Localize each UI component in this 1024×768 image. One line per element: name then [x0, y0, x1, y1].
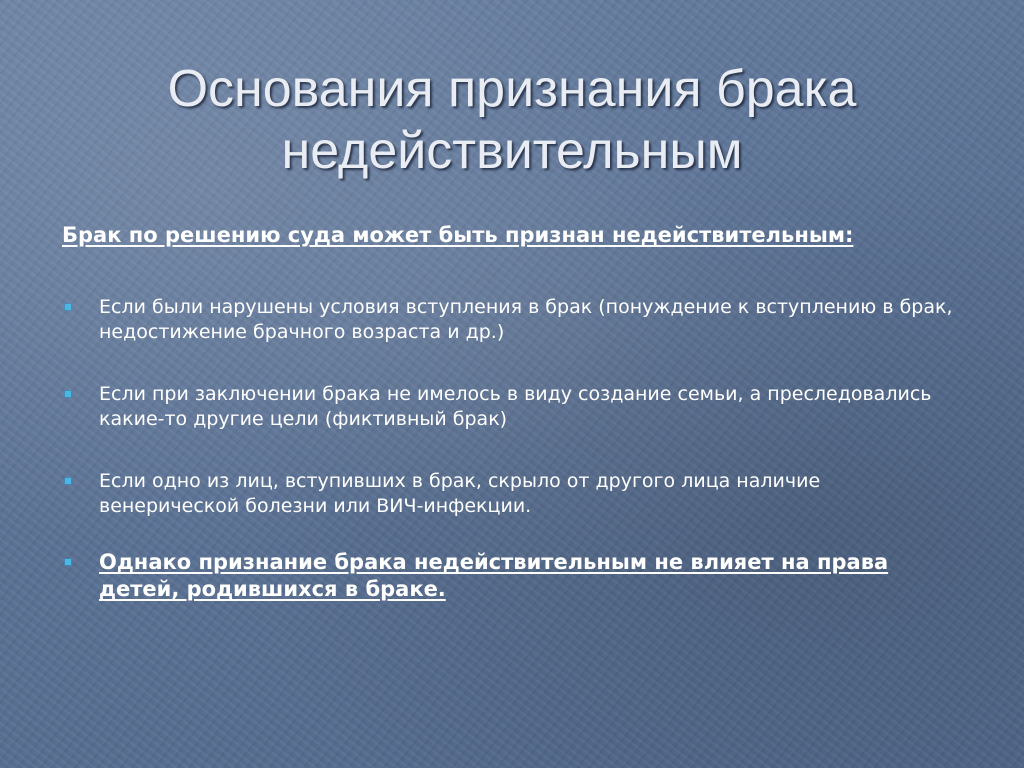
square-bullet-icon [65, 304, 71, 310]
bullet-text-conclusion: Однако признание брака недействительным не влияет на права детей, родившихся в браке. [99, 550, 889, 601]
slide-body [62, 222, 962, 603]
bullet-text-3: Если одно из лиц, вступивших в брак, скрыло от другого лица наличие венерической болезни или ВИЧ-инфекции. [99, 470, 821, 517]
square-bullet-icon [65, 478, 71, 484]
intro-text: Брак по решению суда может быть признан недействительным: [62, 223, 854, 247]
bullet-item-2 [62, 382, 962, 432]
slide-title-line-2: недействительным [281, 122, 743, 180]
slide-title-line-1: Основания признания брака [167, 60, 857, 118]
bullet-item-conclusion [62, 549, 962, 603]
square-bullet-icon [65, 559, 71, 565]
bullet-item-1 [62, 295, 962, 345]
bullet-text-2: Если при заключении брака не имелось в виду создание семьи, а преследовались какие-то другие цели (фиктивный брак) [99, 383, 932, 430]
square-bullet-icon [65, 391, 71, 397]
bullet-item-3 [62, 469, 962, 519]
bullet-list [62, 295, 962, 603]
slide-title [60, 58, 964, 182]
bullet-text-1: Если были нарушены условия вступления в брак (понуждение к вступлению в брак, недостижение брачного возраста и др.) [99, 296, 953, 343]
